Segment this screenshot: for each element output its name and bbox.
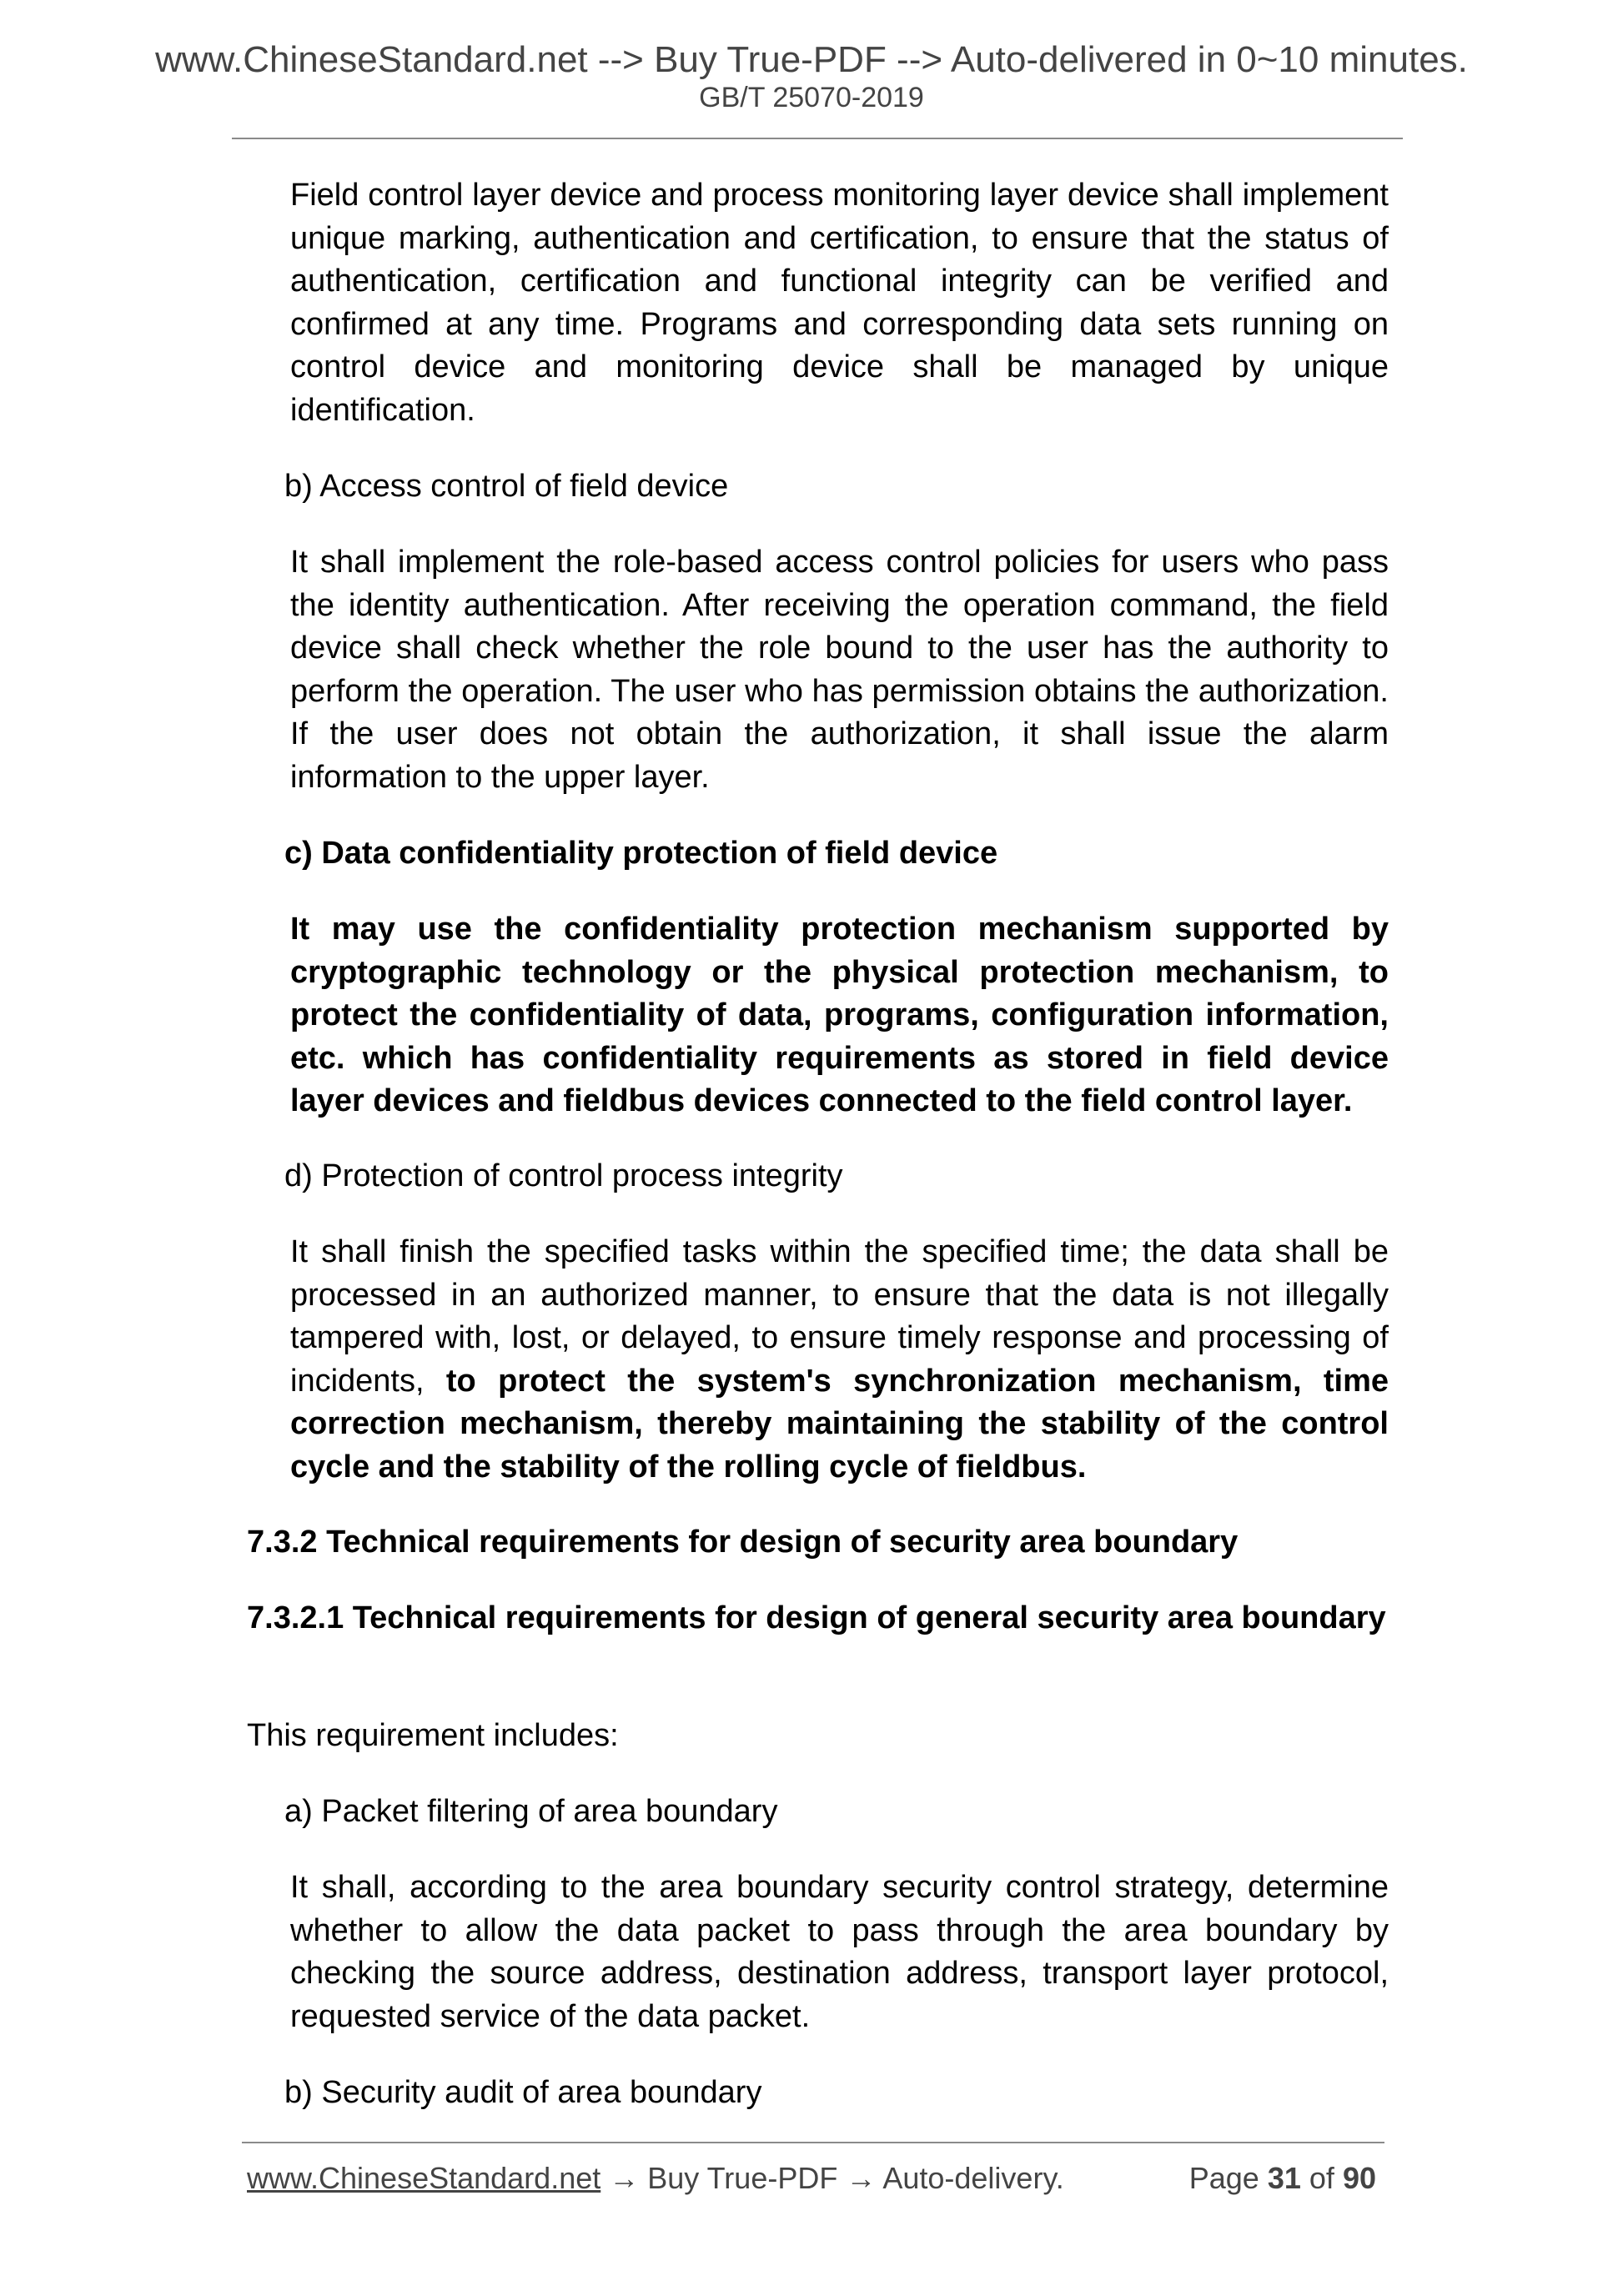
section-7-3-2-heading: 7.3.2 Technical requirements for design of security area boundary (247, 1525, 1239, 1560)
footer-divider (242, 2142, 1384, 2143)
item-c-title: c) Data confidentiality protection of field device (284, 836, 998, 871)
intro-paragraph: Field control layer device and process monitoring layer device shall implement unique marking, authentication and certification, to ensure that the status of authentication, certification and functional integrity can be verified and confirmed at any time. Programs and corresponding data sets running on control device and monitoring device shall be managed by unique identification. (290, 178, 1389, 428)
top-banner: www.ChineseStandard.net --> Buy True-PDF --> Auto-delivered in 0~10 minutes. (155, 39, 1468, 80)
includes-text: This requirement includes: (247, 1718, 619, 1753)
page-footer (247, 2160, 1376, 2196)
item-b-title: b) Access control of field device (284, 469, 729, 504)
section-7-3-2-1-heading: 7.3.2.1 Technical requirements for design of general security area boundary (247, 1600, 1386, 1635)
header-divider (232, 138, 1403, 139)
page-label: Page (1188, 2161, 1259, 2195)
footer-link[interactable]: www.ChineseStandard.net (247, 2161, 601, 2195)
item-d-text (290, 1231, 1389, 1489)
item-a2-text: It shall, according to the area boundary security control strategy, determine whether to allow the data packet to pass through the area boundary by checking the source address, destination address, transport layer protocol, requested service of the data packet. (290, 1870, 1389, 2034)
footer-text: → Buy True-PDF → Auto-delivery. (609, 2161, 1064, 2195)
item-b-text: It shall implement the role-based access control policies for users who pass the identity authentication. After receiving the operation command, the field device shall check whether the role bound to the user has the authority to perform the operation. The user who has permission obtains the authorization. If the user does not obtain the authorization, it shall issue the alarm information to the upper layer. (290, 545, 1389, 795)
item-d-text-bold: to protect the system's synchronization mechanism, time correction mechanism, thereby maintaining the stability of the control cycle and the stability of the rolling cycle of fieldbus. (290, 1363, 1389, 1485)
item-a2-title: a) Packet filtering of area boundary (284, 1794, 778, 1829)
of-label: of (1309, 2161, 1334, 2195)
page-indicator (1189, 2160, 1376, 2196)
item-d-title: d) Protection of control process integrity (284, 1158, 843, 1193)
page-total: 90 (1342, 2161, 1376, 2195)
item-d-text-plain: It shall finish the specified tasks within the specified time; the data shall be processed in an authorized manner, to ensure that the data is not illegally tampered with, lost, or delayed, to ensure timely response and processing of incidents, (290, 1234, 1389, 1399)
item-b2-title: b) Security audit of area boundary (284, 2075, 762, 2110)
standard-number: GB/T 25070-2019 (699, 82, 924, 113)
item-c-text: It may use the confidentiality protection mechanism supported by cryptographic technology or the physical protection mechanism, to protect the confidentiality of data, programs, configuration information, etc. which has confidentiality requirements as stored in field device layer devices and fieldbus devices connected to the field control layer. (290, 912, 1389, 1118)
page-number: 31 (1267, 2161, 1301, 2195)
